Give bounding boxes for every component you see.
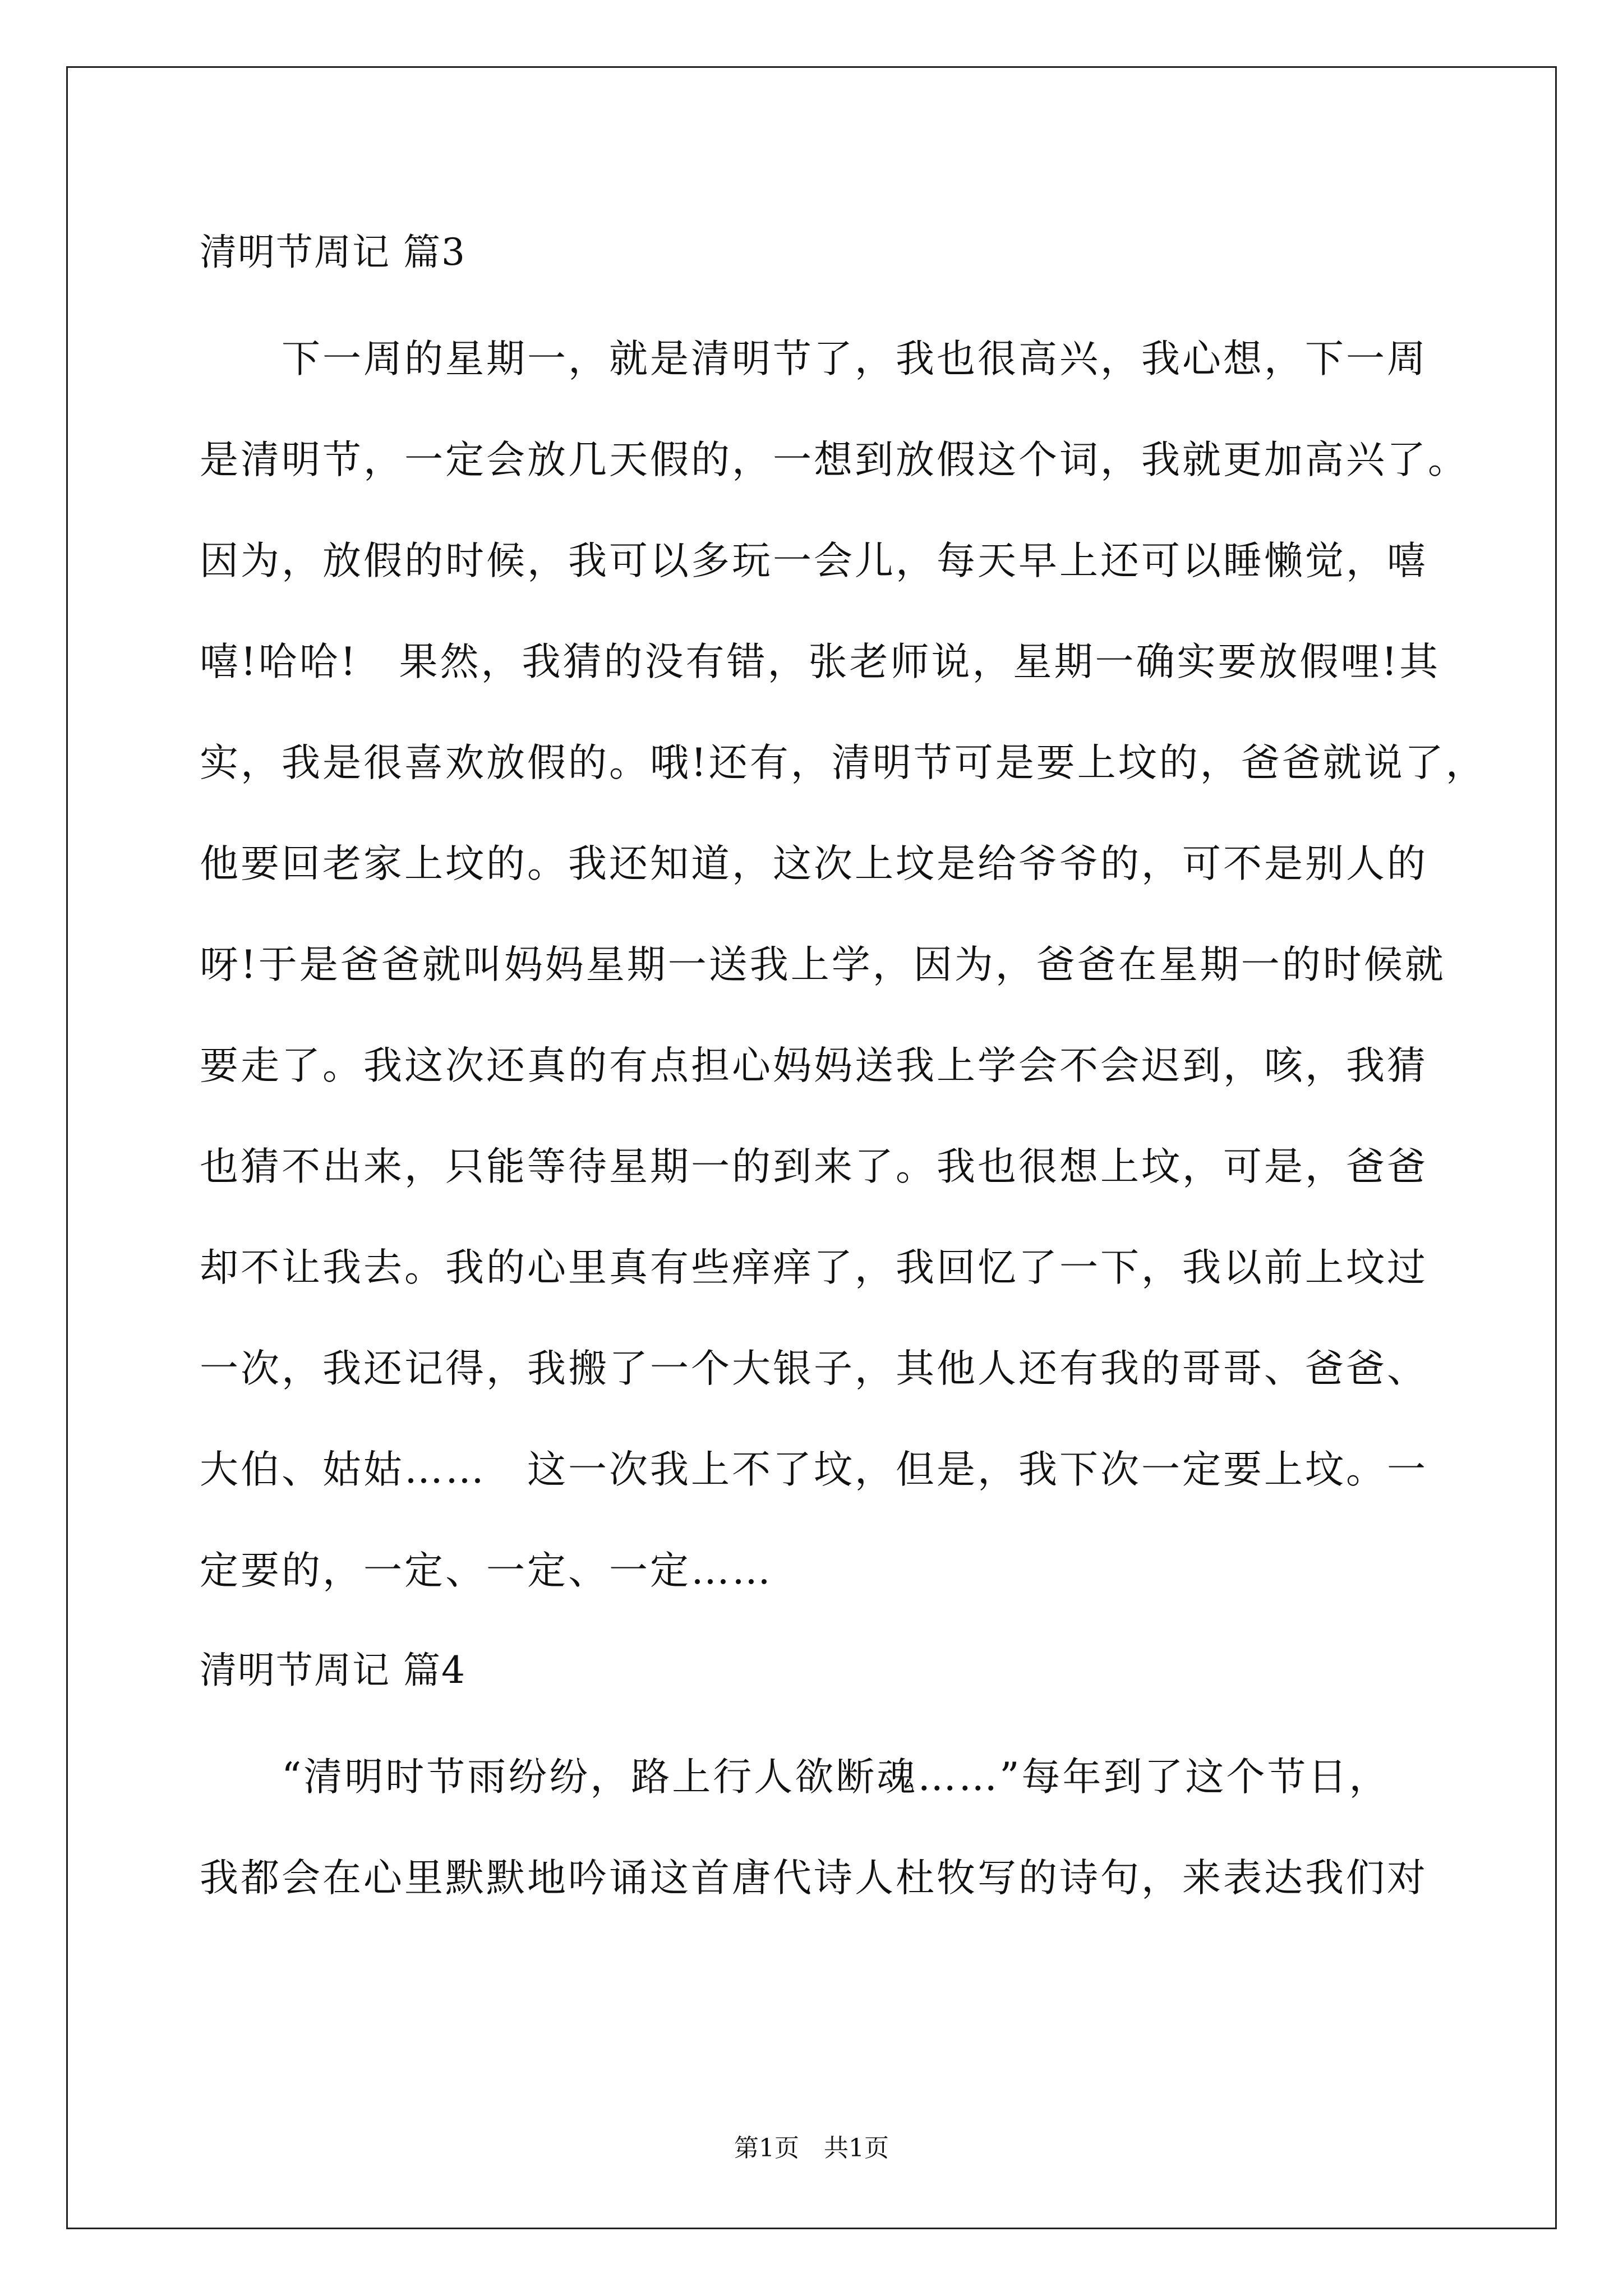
page-footer: 第1页 共1页 — [734, 2134, 889, 2162]
paragraph-line: 呀!于是爸爸就叫妈妈星期一送我上学，因为，爸爸在星期一的时候就 — [200, 942, 1446, 987]
paragraph-line: 定要的，一定、一定、一定…… — [200, 1548, 773, 1593]
paragraph-line: 要走了。我这次还真的有点担心妈妈送我上学会不会迟到，咳，我猜 — [200, 1043, 1428, 1088]
paragraph-line: 一次，我还记得，我搬了一个大银子，其他人还有我的哥哥、爸爸、 — [200, 1346, 1428, 1391]
paragraph-line: 却不让我去。我的心里真有些痒痒了，我回忆了一下，我以前上坟过 — [200, 1245, 1428, 1290]
paragraph-line: 嘻!哈哈! 果然，我猜的没有错，张老师说，星期一确实要放假哩!其 — [200, 639, 1441, 684]
section-heading: 清明节周记 篇4 — [200, 1649, 466, 1692]
section-heading: 清明节周记 篇3 — [200, 231, 466, 274]
paragraph-line: 大伯、姑姑…… 这一次我上不了坟，但是，我下次一定要上坟。一 — [200, 1447, 1428, 1492]
paragraph-line: 他要回老家上坟的。我还知道，这次上坟是给爷爷的，可不是别人的 — [200, 841, 1428, 886]
paragraph-line: “清明时节雨纷纷，路上行人欲断魂……”每年到了这个节日， — [200, 1755, 1390, 1800]
paragraph-line: 实，我是很喜欢放假的。哦!还有，清明节可是要上坟的，爸爸就说了， — [200, 740, 1487, 785]
paragraph-line: 也猜不出来，只能等待星期一的到来了。我也很想上坟，可是，爸爸 — [200, 1144, 1428, 1189]
paragraph-line: 因为，放假的时候，我可以多玩一会儿，每天早上还可以睡懒觉，嘻 — [200, 539, 1428, 583]
paragraph-line: 是清明节，一定会放几天假的，一想到放假这个词，我就更加高兴了。 — [200, 438, 1469, 482]
paragraph-line: 下一周的星期一，就是清明节了，我也很高兴，我心想，下一周 — [200, 337, 1428, 381]
paragraph-line: 我都会在心里默默地吟诵这首唐代诗人杜牧写的诗句，来表达我们对 — [200, 1856, 1428, 1901]
